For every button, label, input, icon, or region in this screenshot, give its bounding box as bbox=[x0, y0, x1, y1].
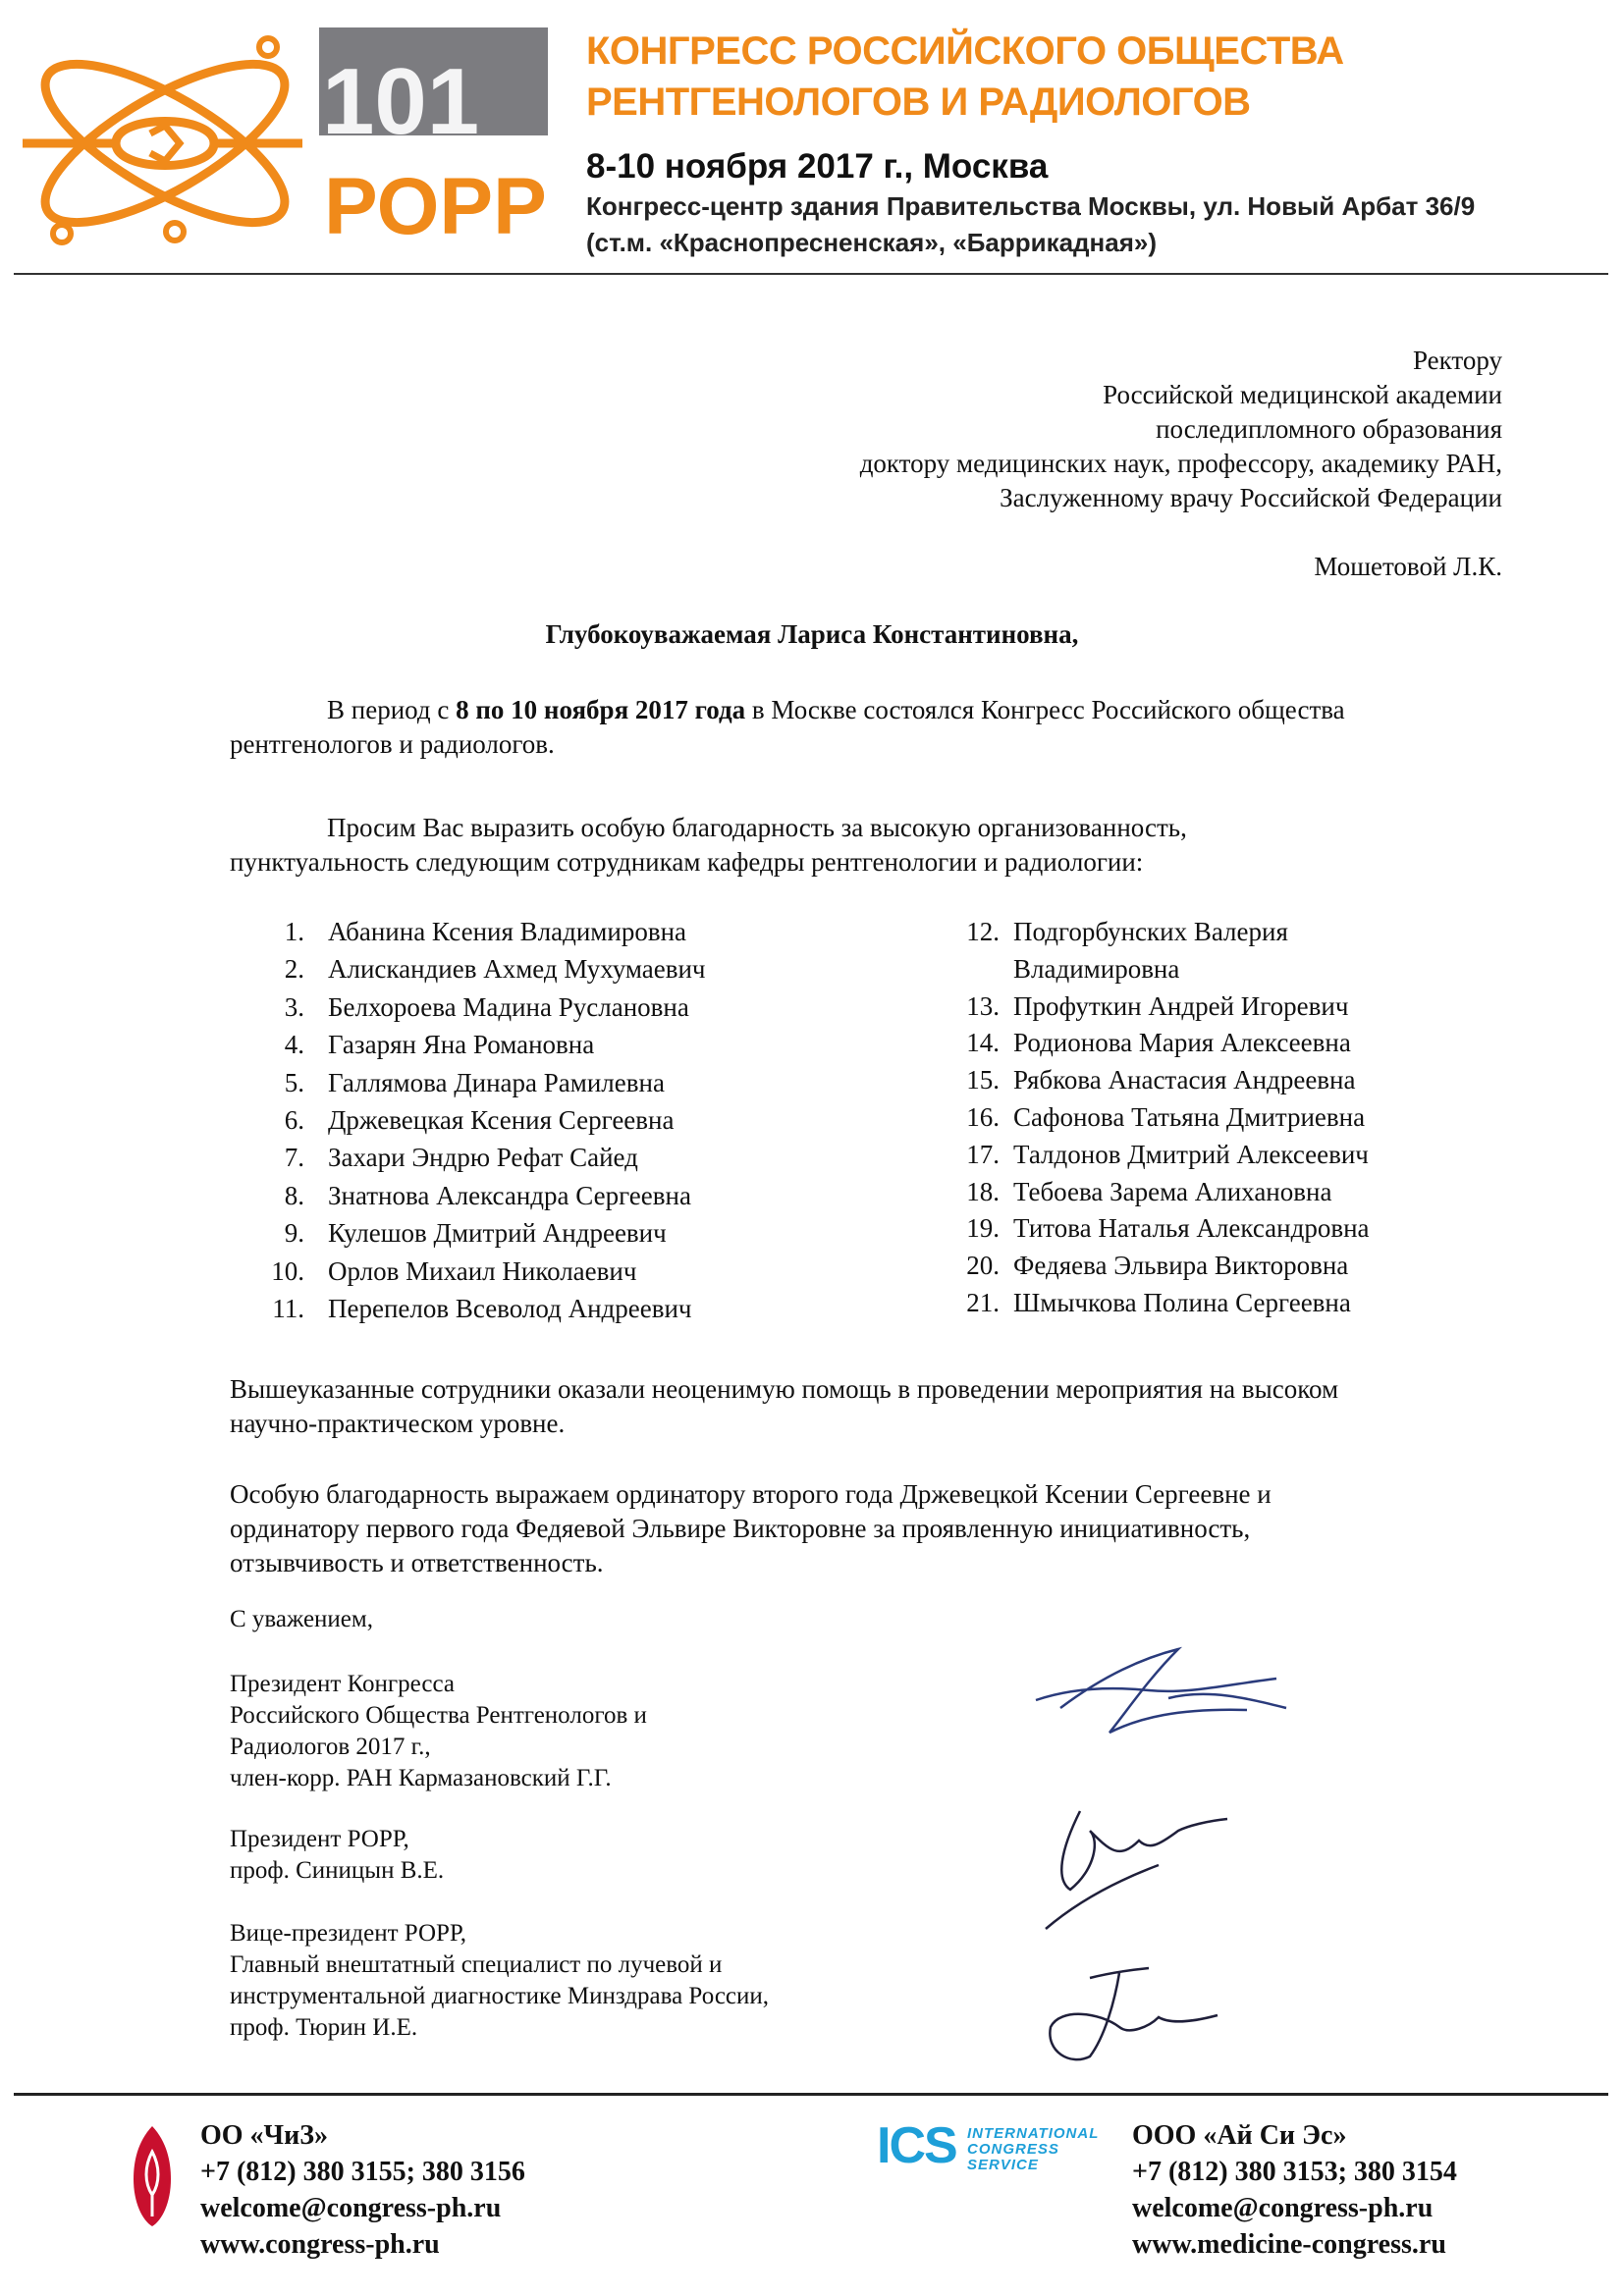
list-item-number: 6. bbox=[284, 1105, 304, 1135]
body-p3-line-1: Вышеуказанные сотрудники оказали неоценимую помощь в проведении мероприятия на высоком bbox=[230, 1374, 1339, 1404]
ics-logo: ICS bbox=[877, 2117, 956, 2174]
list-item bbox=[917, 1247, 1349, 1284]
addressee-name: Мошетовой Л.К. bbox=[1314, 552, 1502, 581]
intro-paragraph-2 bbox=[230, 811, 1502, 880]
list-item-number: 7. bbox=[284, 1143, 304, 1173]
addressee-line: Российской медицинской академии bbox=[1103, 380, 1502, 409]
congress-venue-line-1: Конгресс-центр здания Правительства Москвы, ул. Новый Арбат 36/9 bbox=[586, 191, 1476, 221]
footer-right-email[interactable]: welcome@congress-ph.ru bbox=[1132, 2193, 1434, 2223]
footer-right-phone: +7 (812) 380 3153; 380 3154 bbox=[1132, 2157, 1457, 2187]
signature-2-icon bbox=[1041, 1791, 1237, 1934]
list-item-number: 16. bbox=[966, 1102, 1000, 1132]
signatory-2-line: Президент РОРР, bbox=[230, 1826, 409, 1852]
list-item-name: Родионова Мария Алексеевна bbox=[1013, 1028, 1351, 1058]
signatory-1-line: Президент Конгресса bbox=[230, 1671, 455, 1697]
list-item bbox=[230, 1214, 667, 1252]
list-item-name: Сафонова Татьяна Дмитриевна bbox=[1013, 1102, 1366, 1132]
footer-left-email[interactable]: welcome@congress-ph.ru bbox=[200, 2193, 502, 2223]
list-item-number: 21. bbox=[966, 1288, 1000, 1317]
list-item-number: 20. bbox=[966, 1251, 1000, 1281]
intro-dates: 8 по 10 ноября 2017 года bbox=[456, 695, 746, 724]
body-paragraph-3 bbox=[230, 1372, 1502, 1441]
body-p4-line-2: ординатору первого года Федяевой Эльвире Викторовне за проявленную инициативность, bbox=[230, 1514, 1251, 1543]
list-item bbox=[917, 1209, 1370, 1247]
footer-left-phone: +7 (812) 380 3155; 380 3156 bbox=[200, 2157, 525, 2187]
list-item bbox=[230, 1290, 692, 1327]
list-item-name: Орлов Михаил Николаевич bbox=[328, 1255, 637, 1286]
addressee-line: Ректору bbox=[1413, 346, 1502, 375]
list-item-name: Алискандиев Ахмед Мухумаевич bbox=[328, 954, 706, 985]
list-item bbox=[917, 1136, 1369, 1173]
list-item bbox=[230, 1253, 637, 1290]
congress-date: 8-10 ноября 2017 г., Москва bbox=[586, 147, 1049, 186]
signatory-2 bbox=[230, 1824, 444, 1887]
body-p3-line-2: научно-практическом уровне. bbox=[230, 1409, 566, 1438]
signatory-1 bbox=[230, 1669, 647, 1794]
signatory-3-line: проф. Тюрин И.Е. bbox=[230, 2014, 418, 2041]
footer-left bbox=[200, 2117, 525, 2263]
list-item-number: 5. bbox=[284, 1067, 304, 1097]
footer-right-org: ООО «Ай Си Эс» bbox=[1132, 2120, 1347, 2151]
list-item-name: Абанина Ксения Владимировна bbox=[328, 917, 687, 946]
intro-line-2: рентгенологов и радиологов. bbox=[230, 729, 555, 759]
congress-logo bbox=[18, 27, 548, 263]
list-item bbox=[917, 913, 1288, 984]
list-item-number: 4. bbox=[284, 1030, 304, 1060]
ics-text-line: INTERNATIONAL bbox=[967, 2125, 1100, 2142]
list-item-name: Шмычкова Полина Сергеевна bbox=[1013, 1288, 1351, 1317]
list-item bbox=[230, 1139, 638, 1176]
list-item-number: 9. bbox=[284, 1218, 304, 1249]
list-item bbox=[230, 1064, 665, 1101]
list-item-name: Подгорбунских Валерия bbox=[1013, 917, 1288, 946]
list-item-name: Држевецкая Ксения Сергеевна bbox=[328, 1105, 675, 1135]
logo-abbr: РОРР bbox=[324, 162, 547, 251]
signatory-3-line: Вице-президент РОРР, bbox=[230, 1920, 466, 1947]
body-p4-line-1: Особую благодарность выражаем ординатору второго года Држевецкой Ксении Сергеевне и bbox=[230, 1479, 1272, 1509]
list-item bbox=[917, 988, 1349, 1025]
list-item bbox=[230, 950, 706, 988]
addressee-line: Заслуженному врачу Российской Федерации bbox=[1000, 483, 1502, 512]
intro-text-rest: в Москве состоялся Конгресс Российского общества bbox=[745, 695, 1345, 724]
signature-3-icon bbox=[1031, 1958, 1227, 2081]
signatory-2-line: проф. Синицын В.Е. bbox=[230, 1857, 445, 1884]
addressee-block bbox=[860, 344, 1502, 515]
list-item bbox=[917, 1173, 1332, 1210]
ics-text-line: SERVICE bbox=[967, 2157, 1039, 2173]
footer-left-org: ОО «ЧиЗ» bbox=[200, 2120, 329, 2151]
addressee-line: последипломного образования bbox=[1156, 414, 1502, 444]
list-item-number: 15. bbox=[966, 1065, 1000, 1095]
list-item-name: Газарян Яна Романовна bbox=[328, 1030, 595, 1060]
list-item-name: Профуткин Андрей Игоревич bbox=[1013, 990, 1349, 1021]
list-item-name: Тебоева Зарема Алихановна bbox=[1013, 1176, 1332, 1206]
list-item-name: Захари Эндрю Рефат Сайед bbox=[328, 1143, 638, 1173]
list-item-name: Знатнова Александра Сергеевна bbox=[328, 1180, 691, 1210]
list-item-name: Рябкова Анастасия Андреевна bbox=[1013, 1065, 1356, 1095]
list-item bbox=[230, 988, 689, 1026]
list-item-name: Титова Наталья Александровна bbox=[1013, 1213, 1370, 1244]
list-item bbox=[917, 1024, 1351, 1061]
footer-right bbox=[1132, 2117, 1457, 2263]
footer-left-site[interactable]: www.congress-ph.ru bbox=[200, 2229, 440, 2260]
header-divider bbox=[14, 273, 1608, 275]
list-item bbox=[917, 1061, 1356, 1098]
list-item bbox=[230, 1101, 675, 1139]
signature-1-icon bbox=[1031, 1639, 1296, 1747]
footer-divider bbox=[14, 2093, 1608, 2096]
list-item-number: 14. bbox=[966, 1028, 1000, 1058]
list-item-number: 19. bbox=[966, 1213, 1000, 1244]
list-item-name-continued: Владимировна bbox=[1013, 953, 1180, 984]
signatory-3-line: Главный внештатный специалист по лучевой и bbox=[230, 1951, 723, 1978]
congress-title-line-1: КОНГРЕСС РОССИЙСКОГО ОБЩЕСТВА bbox=[586, 29, 1344, 73]
request-line-1: Просим Вас выразить особую благодарность за высокую организованность, bbox=[327, 813, 1187, 842]
signatory-1-line: член-корр. РАН Кармазановский Г.Г. bbox=[230, 1765, 612, 1791]
list-item-number: 11. bbox=[272, 1294, 304, 1323]
chiz-logo-icon bbox=[130, 2122, 175, 2230]
list-item-number: 18. bbox=[966, 1176, 1000, 1206]
list-item-name: Федяева Эльвира Викторовна bbox=[1013, 1251, 1349, 1281]
list-item bbox=[917, 1098, 1366, 1136]
list-item-number: 8. bbox=[284, 1180, 304, 1210]
list-item-number: 3. bbox=[284, 991, 304, 1022]
list-item-name: Кулешов Дмитрий Андреевич bbox=[328, 1218, 667, 1249]
list-item bbox=[230, 1026, 595, 1063]
congress-title-line-2: РЕНТГЕНОЛОГОВ И РАДИОЛОГОВ bbox=[586, 80, 1251, 124]
signatory-3 bbox=[230, 1918, 769, 2044]
congress-venue-line-2: (ст.м. «Краснопресненская», «Баррикадная») bbox=[586, 228, 1158, 257]
list-item-number: 13. bbox=[966, 990, 1000, 1021]
list-item bbox=[230, 1177, 691, 1214]
signatory-3-line: инструментальной диагностике Минздрава России, bbox=[230, 1983, 770, 2009]
regards: С уважением, bbox=[230, 1606, 373, 1632]
list-item-name: Талдонов Дмитрий Алексеевич bbox=[1013, 1139, 1369, 1169]
atom-emblem-icon bbox=[23, 34, 306, 251]
list-item bbox=[917, 1284, 1351, 1321]
body-p4-line-3: отзывчивость и ответственность. bbox=[230, 1548, 604, 1577]
ics-logo-text bbox=[967, 2126, 1099, 2173]
list-item-name: Галлямова Динара Рамилевна bbox=[328, 1067, 665, 1097]
list-item-number: 1. bbox=[284, 917, 304, 946]
list-item bbox=[230, 913, 687, 950]
signatory-1-line: Российского Общества Рентгенологов и bbox=[230, 1702, 647, 1729]
salutation: Глубокоуважаемая Лариса Константиновна, bbox=[545, 619, 1079, 649]
list-item-number: 2. bbox=[284, 954, 304, 985]
list-item-number: 12. bbox=[966, 917, 1000, 946]
signatory-1-line: Радиологов 2017 г., bbox=[230, 1734, 431, 1760]
body-paragraph-4 bbox=[230, 1477, 1502, 1580]
intro-paragraph-1 bbox=[230, 693, 1502, 762]
list-item-number: 10. bbox=[271, 1255, 304, 1286]
addressee-line: доктору медицинских наук, профессору, академику РАН, bbox=[859, 449, 1502, 478]
request-line-2: пунктуальность следующим сотрудникам кафедры рентгенологии и радиологии: bbox=[230, 847, 1144, 877]
footer-right-site[interactable]: www.medicine-congress.ru bbox=[1132, 2229, 1446, 2260]
intro-text: В период с bbox=[327, 695, 457, 724]
list-item-number: 17. bbox=[966, 1139, 1000, 1169]
list-item-name: Белхороева Мадина Руслановна bbox=[328, 991, 689, 1022]
list-item-name: Перепелов Всеволод Андреевич bbox=[328, 1294, 692, 1323]
ics-text-line: CONGRESS bbox=[967, 2141, 1059, 2158]
logo-number: 101 bbox=[322, 49, 480, 154]
